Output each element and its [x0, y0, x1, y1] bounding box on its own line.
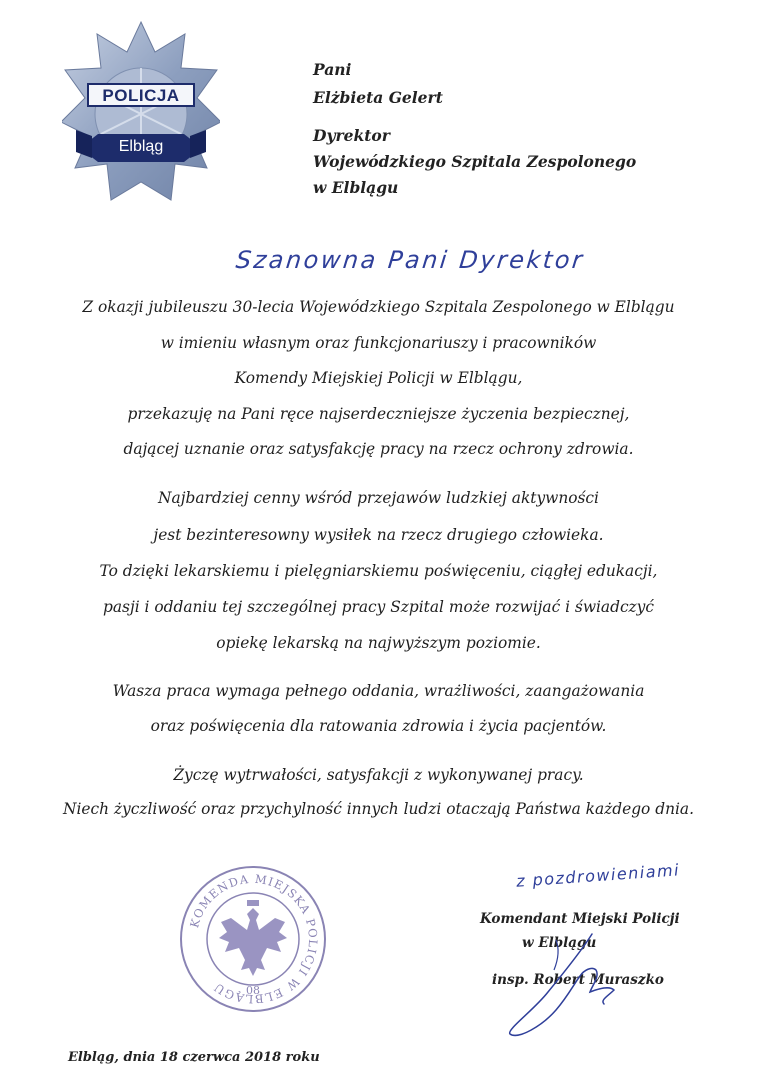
- body-line: Życzę wytrwałości, satysfakcji z wykonywanej pracy.: [173, 766, 584, 784]
- handwritten-greeting: z pozdrowieniami: [515, 860, 681, 891]
- body-line: oraz poświęcenia dla ratowania zdrowia i życia pacjentów.: [150, 717, 607, 735]
- body-line: w imieniu własnym oraz funkcjonariuszy i pracowników: [160, 334, 597, 352]
- addressee-institution: Wojewódzkiego Szpitala Zespolonego: [313, 152, 637, 171]
- addressee-title: Dyrektor: [313, 126, 390, 145]
- place-and-date: Elbląg, dnia 18 czerwca 2018 roku: [68, 1050, 320, 1065]
- addressee-line-1: Pani: [313, 60, 352, 79]
- body-line: To dzięki lekarskiemu i pielęgniarskiemu poświęceniu, ciągłej edukacji,: [99, 562, 658, 580]
- body-line: Komendy Miejskiej Policji w Elblągu,: [234, 369, 523, 387]
- signer-title-line-2: w Elblągu: [522, 935, 597, 951]
- body-line: opiekę lekarską na najwyższym poziomie.: [216, 634, 541, 652]
- body-line: przekazuję na Pani ręce najserdeczniejsze życzenia bezpiecznej,: [127, 405, 630, 423]
- handwritten-salutation: Szanowna Pani Dyrektor: [234, 246, 586, 274]
- seal-bottom-text: 08: [246, 984, 260, 997]
- police-badge-logo: [62, 18, 220, 216]
- body-line: dającej uznanie oraz satysfakcję pracy na rzecz ochrony zdrowia.: [123, 440, 634, 458]
- badge-top-text: POLICJA: [102, 86, 180, 105]
- body-line: Niech życzliwość oraz przychylność innych ludzi otaczają Państwa każdego dnia.: [63, 800, 694, 818]
- signer-title-line-1: Komendant Miejski Policji: [480, 911, 680, 927]
- signer-name: insp. Robert Muraszko: [492, 972, 664, 988]
- body-line: jest bezinteresowny wysiłek na rzecz drugiego człowieka.: [153, 526, 604, 544]
- body-line: Najbardziej cenny wśród przejawów ludzkiej aktywności: [158, 489, 599, 507]
- handwritten-signature: [496, 930, 646, 1040]
- body-line: Wasza praca wymaga pełnego oddania, wrażliwości, zaangażowania: [112, 682, 645, 700]
- body-line: pasji i oddaniu tej szczególnej pracy Szpital może rozwijać i świadczyć: [103, 598, 654, 616]
- body-line: Z okazji jubileuszu 30-lecia Wojewódzkiego Szpitala Zespolonego w Elblągu: [82, 298, 675, 316]
- addressee-name: Elżbieta Gelert: [313, 88, 443, 107]
- addressee-city: w Elblągu: [313, 178, 399, 197]
- badge-bottom-text: Elbląg: [118, 138, 164, 155]
- svg-text:KOMENDA MIEJSKA POLICJI W ELBL: KOMENDA MIEJSKA POLICJI W ELBLĄGU: [187, 871, 321, 1007]
